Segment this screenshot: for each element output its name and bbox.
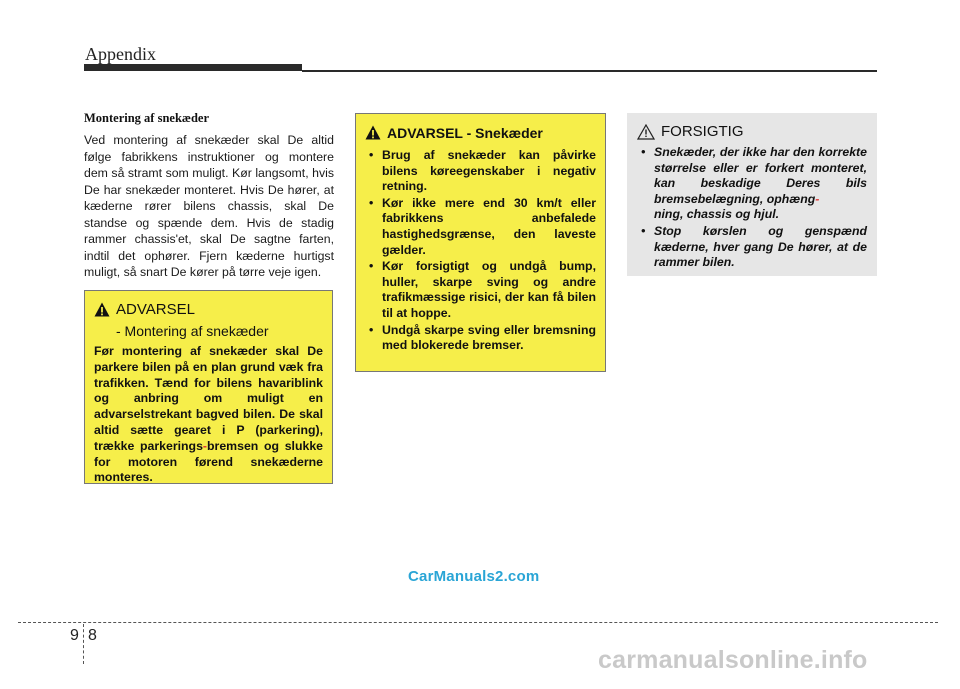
caution-triangle-icon xyxy=(637,124,655,140)
footer-dashed-rule xyxy=(18,622,938,623)
warning-title-row xyxy=(365,124,596,142)
caution-box xyxy=(627,113,877,276)
warning-body-part-b: bremsen og slukke for motoren førend snekæderne monteres. xyxy=(94,438,323,485)
warning-title: ADVARSEL - Snekæder xyxy=(387,125,543,141)
hyphen-mark: - xyxy=(815,191,820,206)
list-item: • Undgå skarpe sving eller bremsning med blokerede bremser. xyxy=(365,323,596,354)
caution-title-row xyxy=(637,123,867,141)
page-header-title: Appendix xyxy=(85,44,156,64)
hyphen-mark: - xyxy=(202,438,208,453)
warning-body-part-a: Før montering af snekæder skal De parkere bilen på en plan grund væk fra trafikken. Tænd for bilens havariblink og anbring om muligt en advarselstrekant bagved bilen. De skal altid sætte gearet i P (parkering), trække parkerings xyxy=(94,344,323,453)
warning-box-snow-chain-mounting xyxy=(84,290,333,484)
list-item: • Kør forsigtigt og undgå bump, huller, skarpe sving og andre trafikmæssige risici, der kan få bilen til at hoppe. xyxy=(365,259,596,321)
intro-body: Ved montering af snekæder skal De altid følge fabrikkens instruktioner og montere dem så stramt som muligt. Kør langsomt, hvis De har snekæder monteret. Hvis De hører, at kæderne rører bilens chassis, skal De standse og spænde dem. Hvis de stadig rammer chassis'et, skal De sagtne farten, indtil det ophører. Fjern kæderne hurtigst muligt, så snart De kører på tørre veje igen. xyxy=(84,133,334,279)
list-item: • Stop kørslen og genspænd kæderne, hver gang De hører, at de rammer bilen. xyxy=(637,224,867,271)
list-item: • Kør ikke mere end 30 km/t eller fabrikkens anbefalede hastighedsgrænse, den laveste gælder. xyxy=(365,196,596,258)
warning-list xyxy=(365,148,596,354)
list-item xyxy=(637,145,867,223)
page-number-divider xyxy=(83,624,84,664)
intro-heading: Montering af snekæder xyxy=(84,111,209,125)
warning-body xyxy=(94,344,323,486)
warning-subtitle: - Montering af snekæder xyxy=(116,323,269,339)
footer-site-watermark: carmanualsonline.info xyxy=(598,646,868,674)
header-rule-thick xyxy=(84,64,302,71)
caution-title: FORSIGTIG xyxy=(661,123,744,140)
caution-item-part-a: Snekæder, der ikke har den korrekte størrelse eller er forkert monteret, kan beskadige Deres bils bremsebelægning, ophæng xyxy=(654,145,867,206)
caution-item-part-b: ning, chassis og hjul. xyxy=(654,207,780,222)
warning-title-row xyxy=(94,301,323,319)
watermark-link[interactable]: CarManuals2.com xyxy=(408,568,540,585)
warning-triangle-icon xyxy=(94,302,110,317)
warning-title: ADVARSEL xyxy=(116,301,195,318)
warning-triangle-icon xyxy=(365,125,381,140)
chapter-number: 9 xyxy=(70,627,79,644)
intro-section xyxy=(84,111,334,281)
warning-box-snow-chains xyxy=(355,113,606,372)
list-item: • Brug af snekæder kan påvirke bilens køreegenskaber i negativ retning. xyxy=(365,148,596,195)
header-rule-thin xyxy=(302,70,877,72)
caution-list xyxy=(637,145,867,271)
page-number: 8 xyxy=(88,627,97,644)
